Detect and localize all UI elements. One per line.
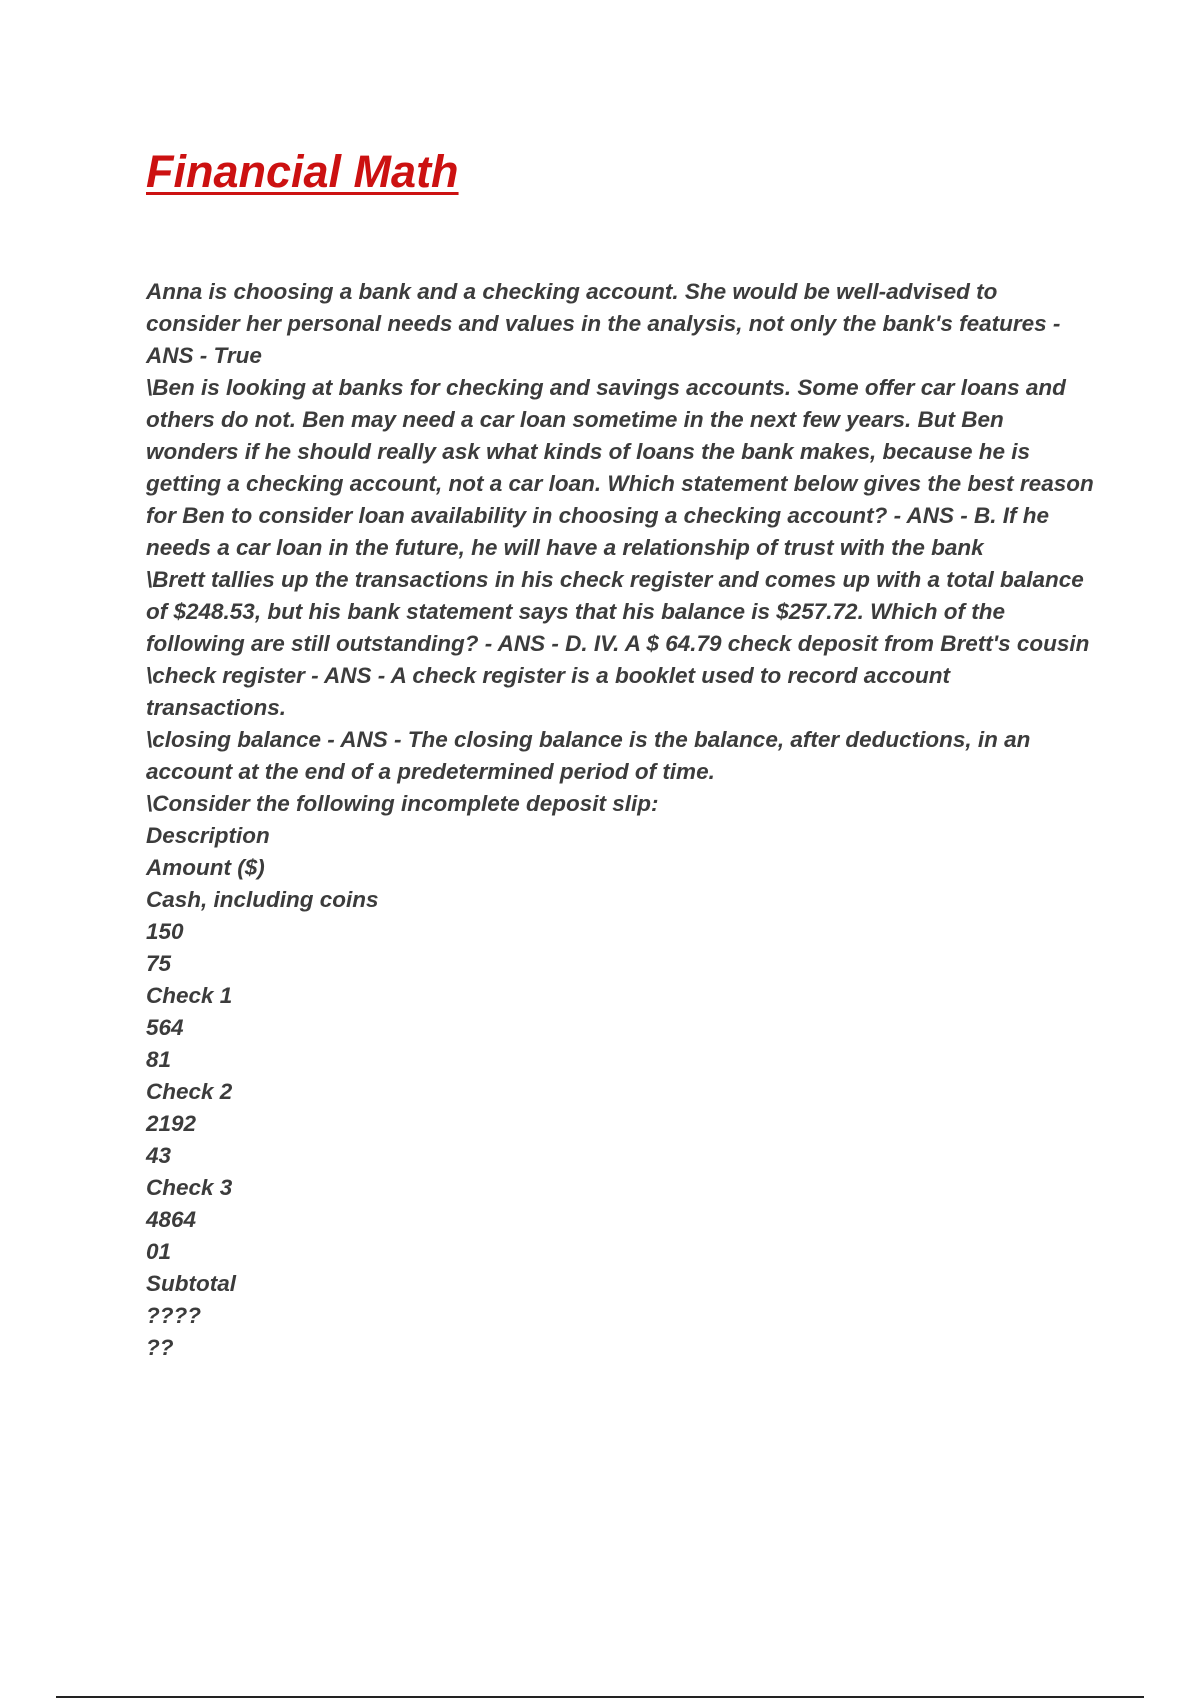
deposit-slip-line: 150 — [146, 919, 184, 944]
deposit-slip-line: Description — [146, 823, 270, 848]
deposit-slip-line: Check 1 — [146, 983, 233, 1008]
document-title: Financial Math — [146, 146, 459, 197]
deposit-slip-line: Check 3 — [146, 1175, 233, 1200]
deposit-slip-line: 2192 — [146, 1111, 197, 1136]
deposit-slip-line: 43 — [146, 1143, 172, 1168]
paragraph: \Ben is looking at banks for checking and savings accounts. Some offer car loans and others do not. Ben may need a car loan sometime in the next few years. But Ben wonders if he should really ask what kinds of loans the bank makes, because he is getting a checking account, not a car loan. Which statement below gives the best reason for Ben to consider loan availability in choosing a checking account? - ANS - B. If he needs a car loan in the future, he will have a relationship of trust with the bank — [146, 375, 1094, 560]
paragraph: \closing balance - ANS - The closing balance is the balance, after deductions, in an account at the end of a predetermined period of time. — [146, 727, 1031, 784]
deposit-slip-line: ?? — [146, 1335, 174, 1360]
deposit-slip-line: 75 — [146, 951, 172, 976]
deposit-slip-line: Subtotal — [146, 1271, 236, 1296]
deposit-slip-line: 81 — [146, 1047, 172, 1072]
paragraph: \Consider the following incomplete deposit slip: — [146, 791, 659, 816]
deposit-slip-line: Cash, including coins — [146, 887, 379, 912]
footer-divider — [56, 1696, 1144, 1698]
paragraph: \check register - ANS - A check register is a booklet used to record account transactions. — [146, 663, 951, 720]
deposit-slip-line: 01 — [146, 1239, 172, 1264]
deposit-slip-line: ???? — [146, 1303, 201, 1328]
deposit-slip-line: Amount ($) — [146, 855, 265, 880]
paragraph: \Brett tallies up the transactions in his check register and comes up with a total balance of $248.53, but his bank statement says that his balance is $257.72. Which of the following are still outstanding? - ANS - D. IV. A $ 64.79 check deposit from Brett's cousin — [146, 567, 1090, 656]
document-body — [146, 276, 1096, 1364]
paragraph: Anna is choosing a bank and a checking account. She would be well-advised to consider her personal needs and values in the analysis, not only the bank's features - ANS - True — [146, 279, 1061, 368]
deposit-slip-line: 564 — [146, 1015, 184, 1040]
deposit-slip-line: 4864 — [146, 1207, 197, 1232]
deposit-slip-line: Check 2 — [146, 1079, 233, 1104]
